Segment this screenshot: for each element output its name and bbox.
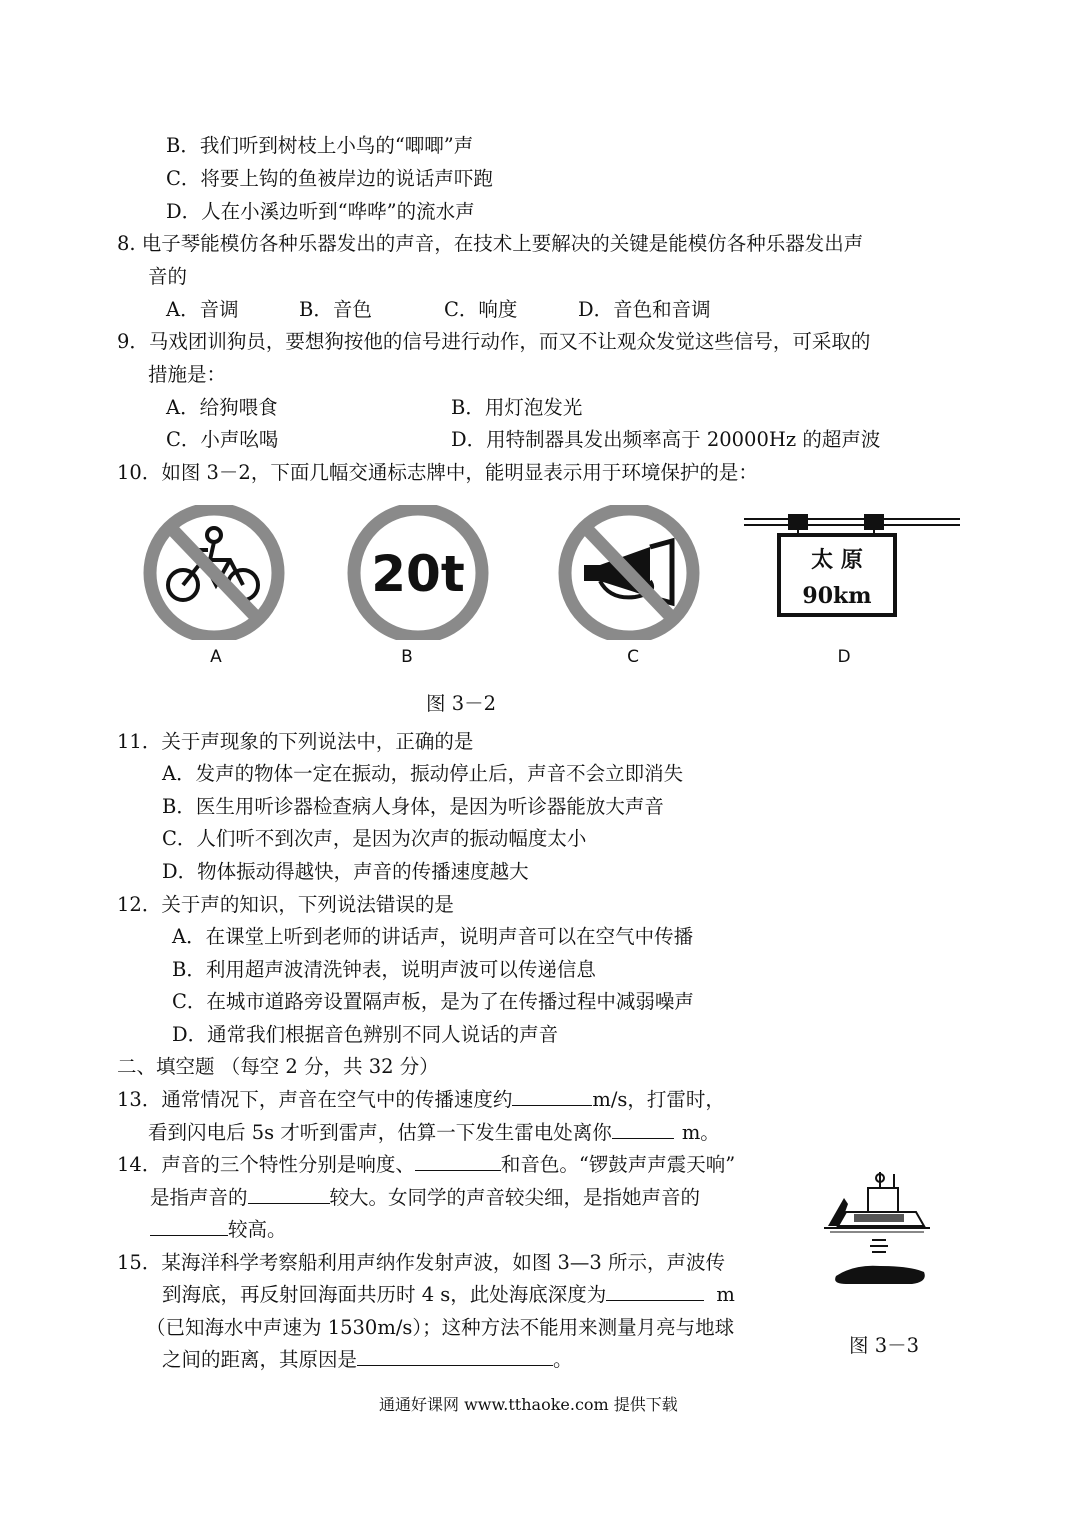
figure-caption-3-3: 图 3－3 <box>849 1334 920 1357</box>
seabed-icon <box>835 1266 925 1284</box>
q14-text-1: 14．声音的三个特性分别是响度、 <box>117 1153 415 1176</box>
q14-text-4: 较大。女同学的声音较尖细，是指她声音的 <box>329 1186 701 1209</box>
q12-stem: 12．关于声的知识，下列说法错误的是 <box>117 893 454 916</box>
q14-blank-3 <box>150 1217 228 1236</box>
sign-b-text: 20t <box>371 545 465 603</box>
sign-label-b: B <box>401 647 413 667</box>
q13-blank-1 <box>512 1087 592 1106</box>
q13-blank-2 <box>612 1120 674 1139</box>
q12-option-b: B．利用超声波清洗钟表，说明声波可以传递信息 <box>172 958 596 981</box>
q8-option-d: D．音色和音调 <box>578 298 711 321</box>
q13-text-1: 13．通常情况下，声音在空气中的传播速度约 <box>117 1088 513 1111</box>
sign-c-no-horn-icon <box>565 509 693 637</box>
q12-option-d: D．通常我们根据音色辨别不同人说话的声音 <box>172 1023 559 1046</box>
q15-line4 <box>162 1347 573 1373</box>
sign-label-d: D <box>837 647 851 667</box>
sign-d-line2: 90km <box>802 583 872 609</box>
q14-blank-1 <box>415 1152 501 1171</box>
q14-line3 <box>150 1217 287 1243</box>
figure-caption-3-2: 图 3－2 <box>426 692 497 715</box>
q14-line1 <box>117 1152 735 1178</box>
sound-wave-icon <box>870 1240 888 1252</box>
q13-text-3: 看到闪电后 5s 才听到雷声，估算一下发生雷电处离你 <box>148 1121 612 1144</box>
q15-line2 <box>162 1282 735 1308</box>
q11-option-d: D．物体振动得越快，声音的传播速度越大 <box>162 860 529 883</box>
q12-option-a: A．在课堂上听到老师的讲话声，说明声音可以在空气中传播 <box>172 925 694 948</box>
q13-text-4: m。 <box>681 1121 720 1144</box>
q10-stem: 10．如图 3－2，下面几幅交通标志牌中，能明显表示用于环境保护的是： <box>117 461 758 484</box>
sign-label-c: C <box>627 647 639 667</box>
q15-line3: （已知海水中声速为 1530m/s）；这种方法不能用来测量月亮与地球 <box>146 1316 735 1339</box>
q14-text-5: 较高。 <box>228 1218 287 1241</box>
q13-line1 <box>117 1087 725 1113</box>
q7-option-b: B．我们听到树枝上小鸟的“唧唧”声 <box>166 134 474 157</box>
q15-line1: 15．某海洋科学考察船利用声纳作发射声波，如图 3—3 所示，声波传 <box>117 1251 726 1274</box>
q15-text-1: 到海底，再反射回海面共历时 4 s，此处海底深度为 <box>162 1283 607 1306</box>
q9-stem: 9．马戏团训狗员，要想狗按他的信号进行动作，而又不让观众发觉这些信号，可采取的 <box>117 330 871 353</box>
q11-option-c: C．人们听不到次声，是因为次声的振动幅度太小 <box>162 827 587 850</box>
q15-text-2: m <box>716 1283 735 1306</box>
q14-line2 <box>150 1185 700 1211</box>
traffic-signs-figure <box>130 505 970 640</box>
q9-option-d: D．用特制器具发出频率高于 20000Hz 的超声波 <box>451 428 881 451</box>
section-2-heading: 二、填空题 （每空 2 分，共 32 分） <box>117 1055 439 1078</box>
q14-text-3: 是指声音的 <box>150 1186 248 1209</box>
q8-stem-cont: 音的 <box>148 265 188 288</box>
q14-text-2: 和音色。“锣鼓声声震天响” <box>500 1153 736 1176</box>
sonar-ship-figure <box>824 1168 934 1298</box>
q9-option-a: A．给狗喂食 <box>166 396 278 419</box>
q8-option-c: C．响度 <box>444 298 518 321</box>
sign-d-distance-board-icon <box>744 514 960 615</box>
q15-blank-1 <box>606 1282 704 1301</box>
q9-option-b: B．用灯泡发光 <box>451 396 583 419</box>
q11-stem: 11．关于声现象的下列说法中，正确的是 <box>117 730 474 753</box>
q15-text-4: 。 <box>553 1348 573 1371</box>
q7-option-c: C．将要上钩的鱼被岸边的说话声吓跑 <box>166 167 493 190</box>
sign-b-weight-limit-icon <box>354 509 482 637</box>
q9-stem-cont: 措施是： <box>148 363 227 386</box>
q15-text-3: 之间的距离，其原因是 <box>162 1348 358 1371</box>
q9-option-c: C．小声吆喝 <box>166 428 279 451</box>
q8-option-b: B．音色 <box>299 298 372 321</box>
q11-option-b: B．医生用听诊器检查病人身体，是因为听诊器能放大声音 <box>162 795 664 818</box>
footer-text: 通通好课网 www.tthaoke.com 提供下载 <box>379 1395 678 1414</box>
q7-option-d: D．人在小溪边听到“哗哗”的流水声 <box>166 200 475 223</box>
q12-option-c: C．在城市道路旁设置隔声板，是为了在传播过程中减弱噪声 <box>172 990 694 1013</box>
q8-stem: 8. 电子琴能模仿各种乐器发出的声音，在技术上要解决的关键是能模仿各种乐器发出声 <box>117 232 864 255</box>
q13-line2 <box>148 1120 720 1146</box>
q11-option-a: A．发声的物体一定在振动，振动停止后，声音不会立即消失 <box>162 762 684 785</box>
sign-a-no-cycling-icon <box>150 509 278 637</box>
ship-icon <box>824 1172 930 1232</box>
sign-label-a: A <box>210 647 222 667</box>
q15-blank-2 <box>357 1347 553 1366</box>
sign-d-line1: 太 原 <box>811 547 863 573</box>
q13-text-2: m/s，打雷时， <box>592 1088 725 1111</box>
q14-blank-2 <box>248 1185 330 1204</box>
q8-option-a: A．音调 <box>166 298 239 321</box>
